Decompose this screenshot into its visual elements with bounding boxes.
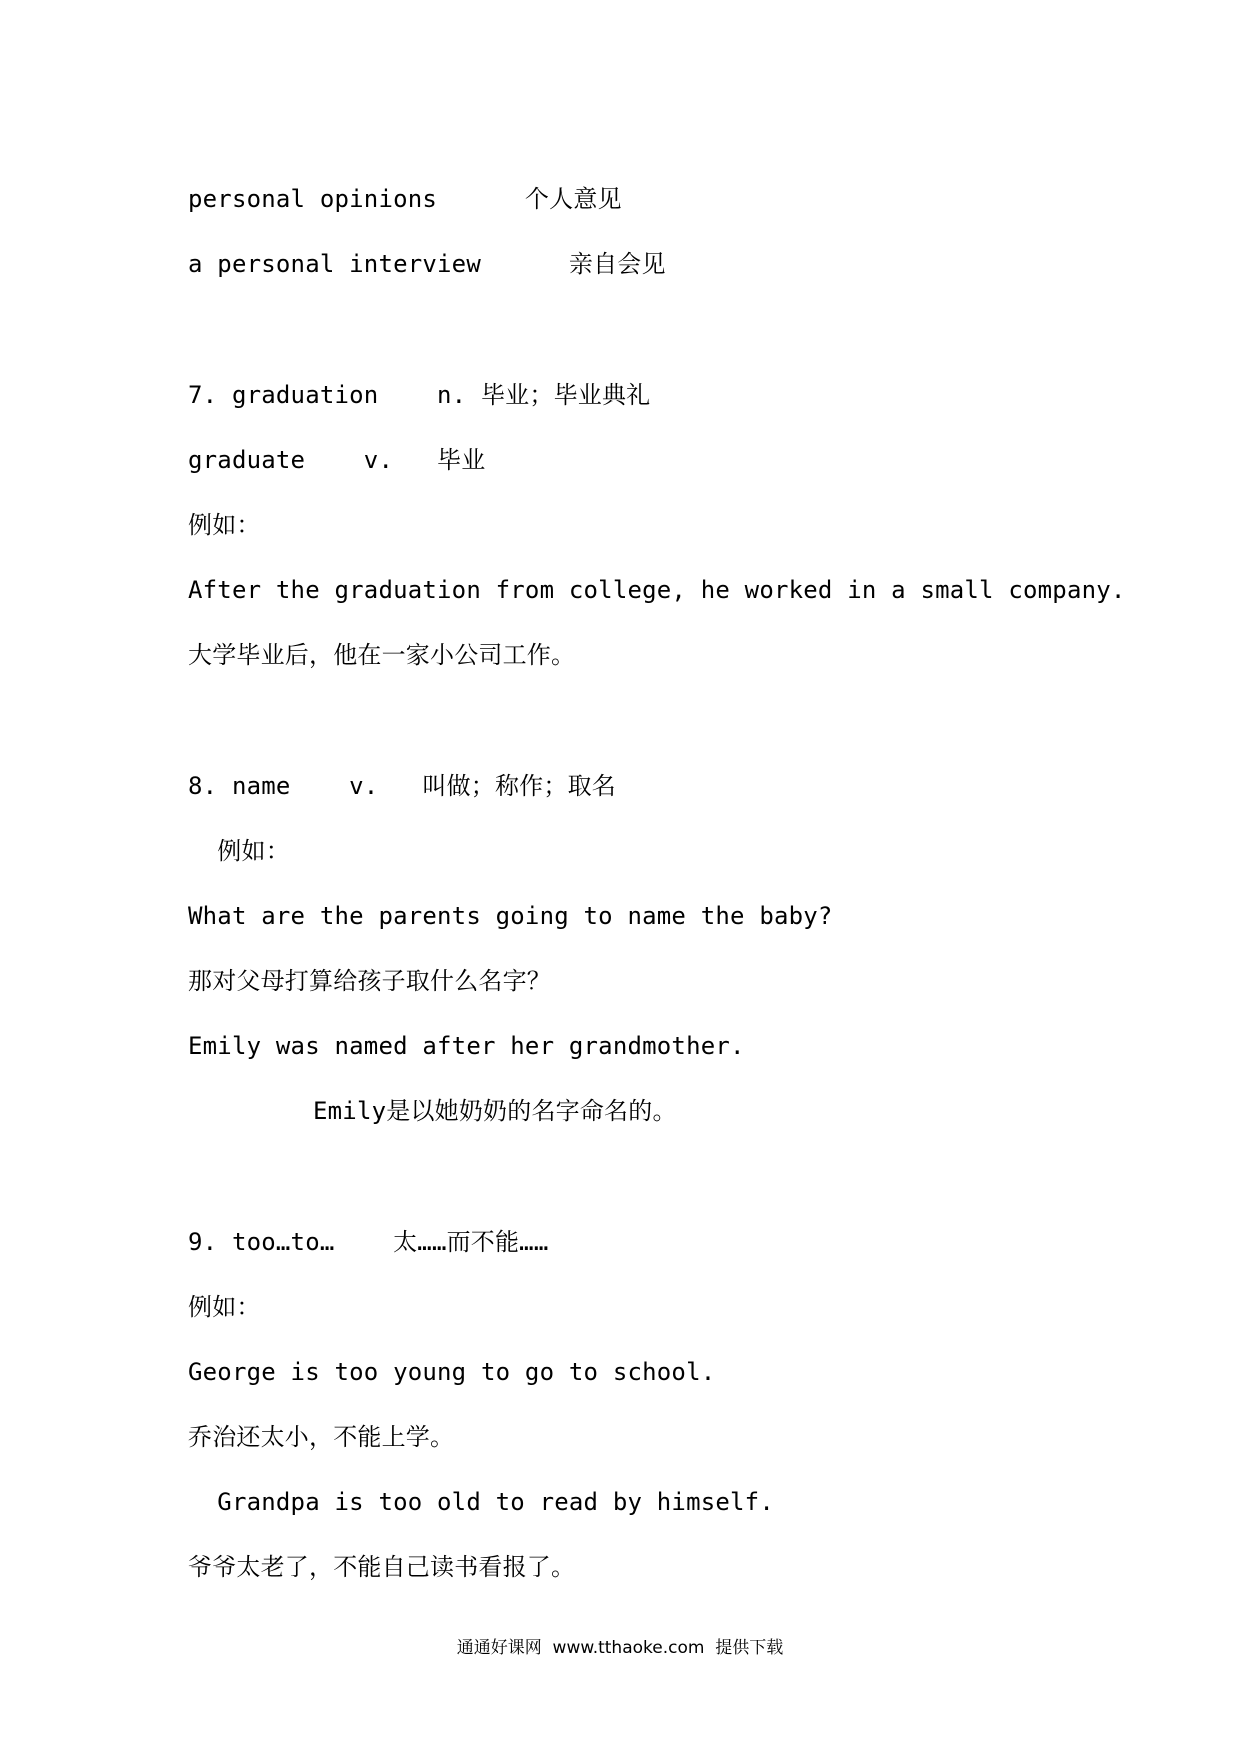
entry-7-example-label: 例如： [188,511,261,539]
entry-7-graduation-heading: 7. graduation n. 毕业；毕业典礼 [188,381,651,409]
entry-9-example-1-english: George is too young to go to school. [188,1358,716,1386]
page-footer: 通通好课网 www.tthaoke.com 提供下载 [456,1638,784,1658]
entry-9-example-2-english: Grandpa is too old to read by himself. [188,1488,774,1516]
entry-8-example-1-english: What are the parents going to name the baby? [188,902,833,930]
entry-8-example-1-chinese: 那对父母打算给孩子取什么名字？ [188,967,551,995]
entry-8-example-2-chinese: Emily是以她奶奶的名字命名的。 [313,1097,677,1125]
entry-8-example-label: 例如： [188,837,290,865]
entry-8-name-heading: 8. name v. 叫做；称作；取名 [188,772,616,800]
phrase-personal-opinions: personal opinions 个人意见 [188,185,622,213]
entry-9-example-1-chinese: 乔治还太小，不能上学。 [188,1423,455,1451]
entry-7-graduate-verb: graduate v. 毕业 [188,446,486,474]
phrase-personal-interview: a personal interview 亲自会见 [188,250,666,278]
entry-9-example-label: 例如： [188,1293,261,1321]
entry-9-too-to-heading: 9. too…to… 太……而不能…… [188,1228,549,1256]
entry-8-example-2-english: Emily was named after her grandmother. [188,1032,745,1060]
entry-7-example-english: After the graduation from college, he worked in a small company. [188,576,1126,604]
entry-7-example-chinese: 大学毕业后，他在一家小公司工作。 [188,641,576,669]
entry-9-example-2-chinese: 爷爷太老了，不能自己读书看报了。 [188,1553,576,1581]
